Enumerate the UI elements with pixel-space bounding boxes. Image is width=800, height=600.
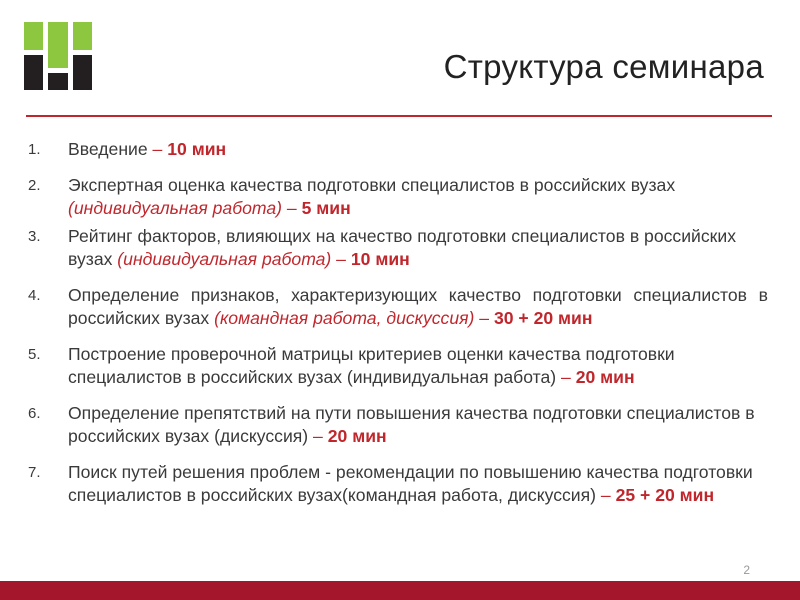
item-main: Определение признаков, характеризующих качество подготовки специалистов в российских вузах xyxy=(68,285,768,328)
item-number: 7. xyxy=(28,464,41,481)
page-number: 2 xyxy=(743,563,750,577)
slide-title: Структура семинара xyxy=(443,48,764,85)
item-duration: 30 + 20 мин xyxy=(493,308,593,328)
item-main: Введение xyxy=(68,139,148,159)
item-duration: 25 + 20 мин xyxy=(615,485,715,505)
item-duration: 5 мин xyxy=(301,198,351,218)
item-number: 2. xyxy=(28,177,41,194)
item-work-format: (индивидуальная работа) xyxy=(68,198,282,218)
item-duration: 10 мин xyxy=(167,139,227,159)
list-item xyxy=(28,461,768,507)
item-dash: – xyxy=(147,139,168,159)
item-text xyxy=(68,284,768,330)
item-duration: 20 мин xyxy=(327,426,387,446)
item-dash: – xyxy=(556,367,576,387)
seminar-agenda-list xyxy=(28,138,768,520)
item-number: 5. xyxy=(28,346,41,363)
item-dash: – xyxy=(331,249,351,269)
item-duration: 20 мин xyxy=(575,367,635,387)
item-main: Определение препятствий на пути повышения качества подготовки специалистов в российских вузах (дискуссия) xyxy=(68,403,755,446)
item-text xyxy=(68,138,768,161)
item-number: 6. xyxy=(28,405,41,422)
item-dash: – xyxy=(282,198,302,218)
item-dash: – xyxy=(474,308,494,328)
list-item xyxy=(28,284,768,330)
item-text xyxy=(68,402,768,448)
item-duration: 10 мин xyxy=(350,249,410,269)
item-main: Рейтинг факторов, влияющих на качество подготовки специалистов в российских вузах xyxy=(68,226,736,269)
item-number: 4. xyxy=(28,287,41,304)
item-dash: – xyxy=(308,426,328,446)
item-main: Поиск путей решения проблем - рекомендации по повышению качества подготовки специалистов в российских вузах(командная работа, дискуссия) xyxy=(68,462,753,505)
item-main: Экспертная оценка качества подготовки специалистов в российских вузах xyxy=(68,175,676,195)
footer-bar xyxy=(0,581,800,600)
list-item xyxy=(28,225,768,271)
list-item xyxy=(28,343,768,389)
list-item xyxy=(28,138,768,161)
list-item xyxy=(28,402,768,448)
item-dash: – xyxy=(596,485,616,505)
item-work-format: (командная работа, дискуссия) xyxy=(214,308,475,328)
item-main: Построение проверочной матрицы критериев оценки качества подготовки специалистов в российских вузах (индивидуальная работа) xyxy=(68,344,675,387)
item-text xyxy=(68,343,768,389)
list-item xyxy=(28,174,768,220)
item-text xyxy=(68,174,768,220)
university-logo xyxy=(24,22,92,90)
item-work-format: (индивидуальная работа) xyxy=(117,249,332,269)
item-text xyxy=(68,225,768,271)
item-number: 3. xyxy=(28,228,41,245)
item-number: 1. xyxy=(28,141,41,158)
item-text xyxy=(68,461,768,507)
title-divider xyxy=(26,115,772,117)
